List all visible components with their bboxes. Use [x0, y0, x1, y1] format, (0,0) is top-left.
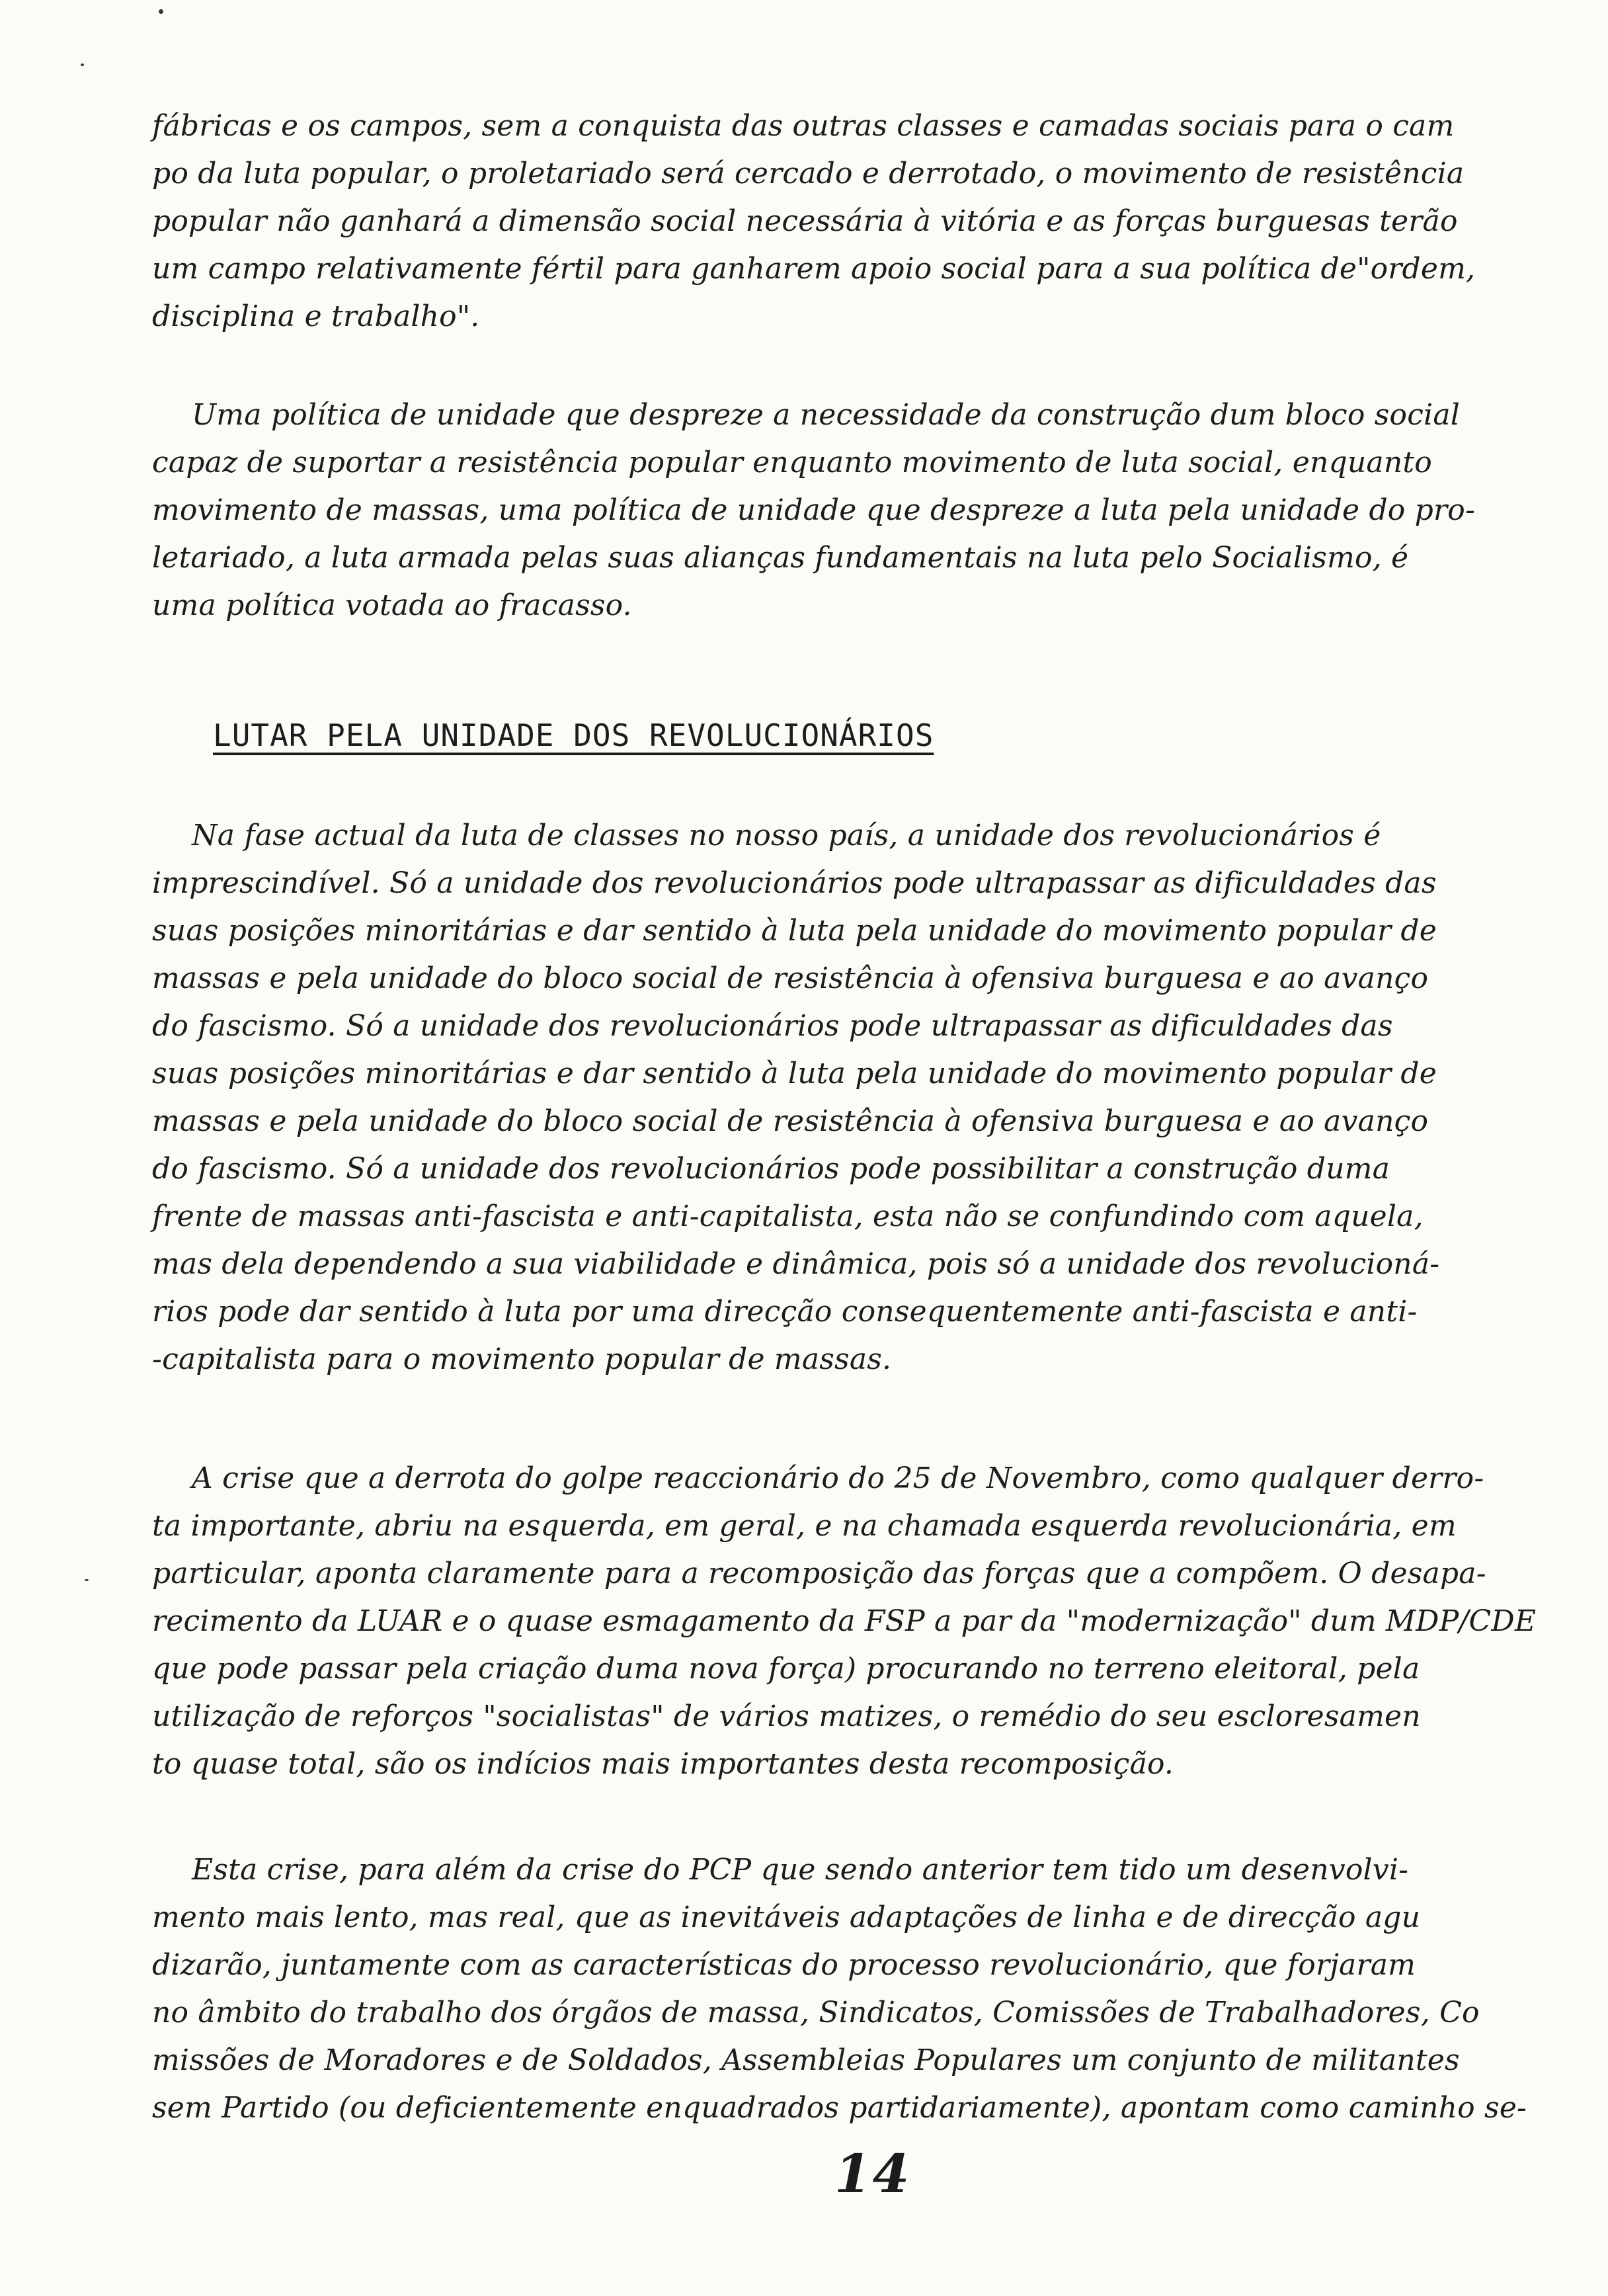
- scan-speck: [81, 63, 84, 66]
- text-line: do fascismo. Só a unidade dos revolucionários pode ultrapassar as dificuldades das: [152, 1009, 1393, 1043]
- paragraph-1: [152, 102, 1567, 341]
- text-line: popular não ganhará a dimensão social necessária à vitória e as forças burguesas terão: [152, 204, 1458, 238]
- page-number: 14: [834, 2143, 911, 2205]
- text-line: mas dela dependendo a sua viabilidade e dinâmica, pois só a unidade dos revolucioná-: [152, 1247, 1440, 1281]
- text-line: ta importante, abriu na esquerda, em geral, e na chamada esquerda revolucionária, em: [152, 1509, 1457, 1543]
- text-line: letariado, a luta armada pelas suas alianças fundamentais na luta pelo Socialismo, é: [152, 541, 1409, 575]
- text-line: rios pode dar sentido à luta por uma direcção consequentemente anti-fascista e anti-: [152, 1295, 1418, 1329]
- text-line: uma política votada ao fracasso.: [152, 589, 632, 622]
- text-line: -capitalista para o movimento popular de massas.: [152, 1342, 892, 1376]
- scan-speck: [85, 1579, 89, 1581]
- text-line: dizarão, juntamente com as características do processo revolucionário, que forjaram: [152, 1948, 1416, 1982]
- text-line: recimento da LUAR e o quase esmagamento da FSP a par da "modernização" dum MDP/CDE: [152, 1604, 1537, 1638]
- text-line: disciplina e trabalho".: [152, 300, 480, 333]
- text-line: capaz de suportar a resistência popular enquanto movimento de luta social, enquanto: [152, 446, 1432, 479]
- paragraph-4: [152, 1455, 1567, 1788]
- text-line: suas posições minoritárias e dar sentido à luta pela unidade do movimento popular de: [152, 914, 1437, 948]
- paragraph-2: [152, 391, 1567, 630]
- text-line: Esta crise, para além da crise do PCP que sendo anterior tem tido um desenvolvi-: [192, 1853, 1409, 1887]
- section-heading: LUTAR PELA UNIDADE DOS REVOLUCIONÁRIOS: [213, 718, 934, 753]
- text-line: que pode passar pela criação duma nova força) procurando no terreno eleitoral, pela: [152, 1652, 1420, 1686]
- text-line: Uma política de unidade que despreze a necessidade da construção dum bloco social: [192, 398, 1461, 432]
- text-line: do fascismo. Só a unidade dos revolucionários pode possibilitar a construção duma: [152, 1152, 1390, 1186]
- text-line: no âmbito do trabalho dos órgãos de massa, Sindicatos, Comissões de Trabalhadores, Co: [152, 1996, 1480, 2030]
- text-line: um campo relativamente fértil para ganharem apoio social para a sua política de"ordem,: [152, 252, 1476, 286]
- text-line: missões de Moradores e de Soldados, Assembleias Populares um conjunto de militantes: [152, 2043, 1460, 2077]
- text-line: A crise que a derrota do golpe reaccionário do 25 de Novembro, como qualquer derro-: [192, 1461, 1484, 1495]
- text-line: movimento de massas, uma política de unidade que despreze a luta pela unidade do pro-: [152, 493, 1476, 527]
- text-line: massas e pela unidade do bloco social de resistência à ofensiva burguesa e ao avanço: [152, 962, 1429, 995]
- text-line: po da luta popular, o proletariado será cercado e derrotado, o movimento de resistência: [152, 157, 1465, 190]
- text-line: to quase total, são os indícios mais importantes desta recomposição.: [152, 1747, 1174, 1781]
- text-line: massas e pela unidade do bloco social de resistência à ofensiva burguesa e ao avanço: [152, 1104, 1429, 1138]
- text-line: particular, aponta claramente para a recomposição das forças que a compõem. O desapa-: [152, 1557, 1486, 1590]
- text-line: mento mais lento, mas real, que as inevitáveis adaptações de linha e de direcção agu: [152, 1901, 1421, 1934]
- text-line: fábricas e os campos, sem a conquista das outras classes e camadas sociais para o cam: [152, 109, 1455, 143]
- paragraph-3: [152, 812, 1567, 1383]
- scan-speck: [159, 9, 163, 14]
- text-line: suas posições minoritárias e dar sentido à luta pela unidade do movimento popular de: [152, 1057, 1437, 1090]
- text-line: Na fase actual da luta de classes no nosso país, a unidade dos revolucionários é: [192, 819, 1381, 852]
- text-line: sem Partido (ou deficientemente enquadrados partidariamente), apontam como caminho se-: [152, 2091, 1527, 2125]
- paragraph-5: [152, 1846, 1567, 2132]
- text-line: frente de massas anti-fascista e anti-capitalista, esta não se confundindo com aquela,: [152, 1200, 1424, 1233]
- text-line: imprescindível. Só a unidade dos revolucionários pode ultrapassar as dificuldades das: [152, 866, 1437, 900]
- text-line: utilização de reforços "socialistas" de vários matizes, o remédio do seu escloresamen: [152, 1700, 1421, 1733]
